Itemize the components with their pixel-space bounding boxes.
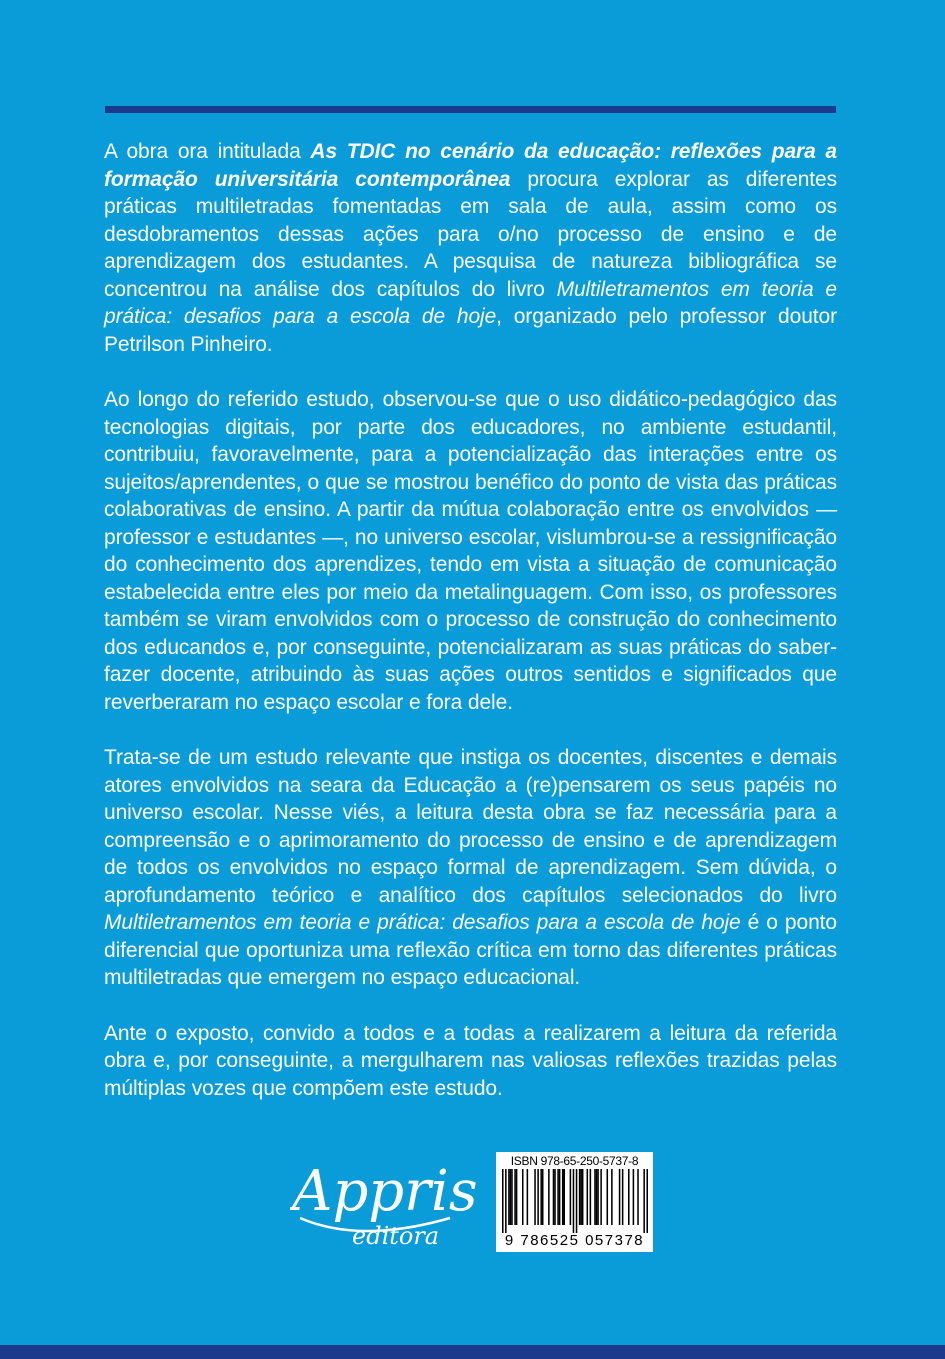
appris-editora-label: editora [352,1222,440,1250]
paragraph-text: Trata-se de um estudo relevante que instiga os docentes, discentes e demais atores envolvidos na seara da Educação a (re)pensarem os seus papéis no universo escolar. Nesse viés, a leitura desta obra se faz necessária para a compreensão e o aprimoramento do processo de ensino e de aprendizagem de todos os envolvidos no espaço formal de aprendizagem. Sem dúvida, o aprofundamento teórico e analítico dos capítulos selecionados do livro [104,746,837,907]
isbn-barcode [496,1152,653,1252]
appris-wordmark: Appris [292,1159,476,1224]
paragraph-text: A obra ora intitulada [104,140,311,163]
paragraph-text: é o ponto diferencial que oportuniza uma reflexão crítica em torno das diferentes práticas multiletradas que emergem no espaço educacional. [104,911,837,989]
back-cover-paragraph-3 [104,744,837,992]
paragraph-text: Ante o exposto, convido a todos e a todas a realizarem a leitura da referida obra e, por conseguinte, a mergulharem nas valiosas reflexões trazidas pelas múltiplas vozes que compõem este estudo. [104,1021,837,1100]
appris-logo [290,1152,476,1258]
back-cover-paragraph-1 [104,138,837,358]
paragraph-text: , organizado pelo professor doutor Petrilson Pinheiro. [104,305,837,356]
back-cover-text [104,138,837,1130]
back-cover-paragraph-2 [104,386,837,716]
barcode-digits: 9 786525 057378 [504,1232,645,1249]
book-title-emphasis: As TDIC no cenário da educação: reflexões para a formação universitária contemporânea [104,140,837,191]
back-cover-paragraph-4 [104,1020,837,1103]
ean13-barcode-bars [502,1169,648,1233]
top-accent-bar [105,106,836,113]
isbn-label: ISBN 978-65-250-5737-8 [510,1154,639,1168]
paragraph-text: procura explorar as diferentes práticas multiletradas fomentadas em sala de aula, assim como os desdobramentos dessas ações para o/no processo de ensino e de aprendizagem dos estudantes. A pesquisa de natureza bibliográfica se concentrou na análise dos capítulos do livro [104,167,837,301]
book-title-emphasis: Multiletramentos em teoria e prática: desafios para a escola de hoje [104,277,837,328]
paragraph-text: Ao longo do referido estudo, observou-se que o uso didático-pedagógico das tecnologias digitais, por parte dos educadores, no ambiente estudantil, contribuiu, favoravelmente, para a potencialização das interações entre os sujeitos/aprendentes, o que se mostrou benéfico do ponto de vista das práticas colaborativas de ensino. A partir da mútua colaboração entre os envolvidos — professor e estudantes —, no universo escolar, vislumbrou-se a ressignificação do conhecimento dos aprendizes, tendo em vista a situação de comunicação estabelecida entre eles por meio da metalinguagem. Com isso, os professores também se viram envolvidos com o processo de construção do conhecimento dos educandos e, por conseguinte, potencializaram as suas práticas do saber-fazer docente, atribuindo às suas ações outros sentidos e significados que reverberaram no espaço escolar e fora dele. [104,388,837,714]
book-title-emphasis: Multiletramentos em teoria e prática: desafios para a escola de hoje [104,911,741,934]
bottom-accent-bar [0,1345,945,1359]
appris-logo-graphic [290,1152,476,1258]
